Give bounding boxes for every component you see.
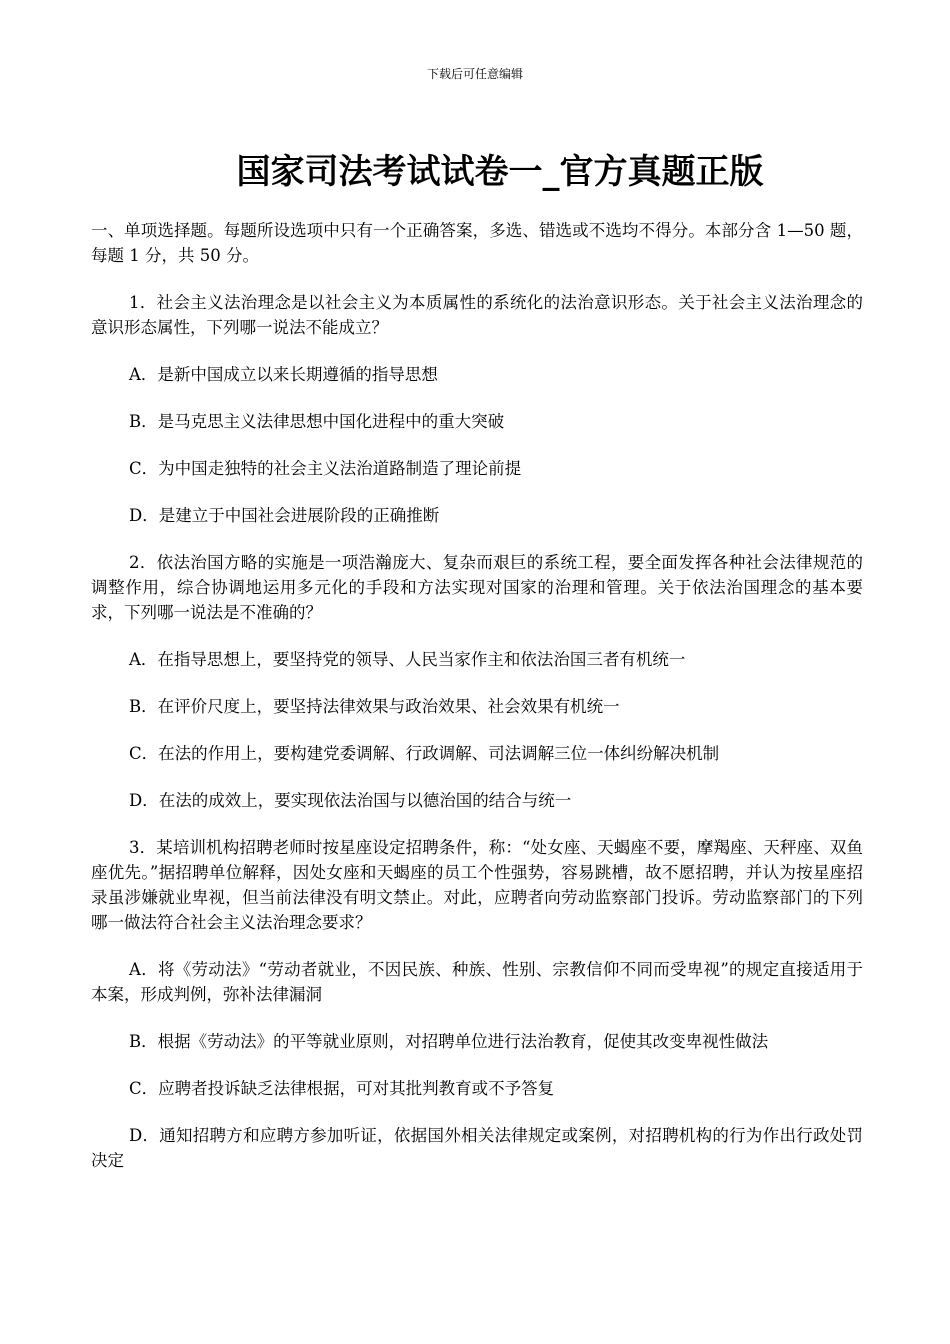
option-d: D．是建立于中国社会进展阶段的正确推断 (129, 506, 440, 525)
option-a: A．在指导思想上，要坚持党的领导、人民当家作主和依法治国三者有机统一 (129, 650, 686, 669)
option-c: C．为中国走独特的社会主义法治道路制造了理论前提 (129, 459, 522, 478)
page-title: 国家司法考试试卷一_官方真题正版 (236, 152, 764, 192)
option-b: B．是马克思主义法律思想中国化进程中的重大突破 (129, 412, 505, 431)
option-d: D．在法的成效上，要实现依法治国与以德治国的结合与统一 (129, 791, 572, 810)
document-body (91, 218, 863, 1195)
option-b: B．在评价尺度上，要坚持法律效果与政治效果、社会效果有机统一 (129, 697, 620, 716)
option-a: A．将《劳动法》“劳动者就业，不因民族、种族、性别、宗教信仰不同而受卑视”的规定直接适用于本案，形成判例，弥补法律漏洞 (91, 960, 863, 1004)
section-intro: 一、单项选择题。每题所设选项中只有一个正确答案，多选、错选或不选均不得分。本部分含 1—50 题，每题 1 分，共 50 分。 (91, 221, 863, 265)
question-1 (91, 290, 863, 528)
option-c: C．应聘者投诉缺乏法律根据，可对其批判教育或不予答复 (129, 1079, 555, 1098)
question-3 (91, 835, 863, 1173)
header-note: 下载后可任意编辑 (426, 67, 523, 81)
question-stem: 2．依法治国方略的实施是一项浩瀚庞大、复杂而艰巨的系统工程，要全面发挥各种社会法律规范的调整作用，综合协调地运用多元化的手段和方法实现对国家的治理和管理。关于依法治国理念的基本要求，下列哪一说法是不准确的？ (91, 553, 863, 622)
option-d: D．通知招聘方和应聘方参加听证，依据国外相关法律规定或案例，对招聘机构的行为作出行政处罚决定 (91, 1126, 863, 1170)
option-a: A．是新中国成立以来长期遵循的指导思想 (129, 365, 438, 384)
question-2 (91, 550, 863, 813)
question-stem: 1．社会主义法治理念是以社会主义为本质属性的系统化的法治意识形态。关于社会主义法治理念的意识形态属性，下列哪一说法不能成立？ (91, 293, 863, 337)
option-b: B．根据《劳动法》的平等就业原则，对招聘单位进行法治教育，促使其改变卑视性做法 (129, 1032, 769, 1051)
option-c: C．在法的作用上，要构建党委调解、行政调解、司法调解三位一体纠纷解决机制 (129, 744, 720, 763)
question-stem: 3．某培训机构招聘老师时按星座设定招聘条件，称：“处女座、天蝎座不要，摩羯座、天秤座、双鱼座优先。”据招聘单位解释，因处女座和天蝎座的员工个性强势，容易跳槽，故不愿招聘，并认为按星座招录虽涉嫌就业卑视，但当前法律没有明文禁止。对此，应聘者向劳动监察部门投诉。劳动监察部门的下列哪一做法符合社会主义法治理念要求？ (91, 838, 863, 932)
